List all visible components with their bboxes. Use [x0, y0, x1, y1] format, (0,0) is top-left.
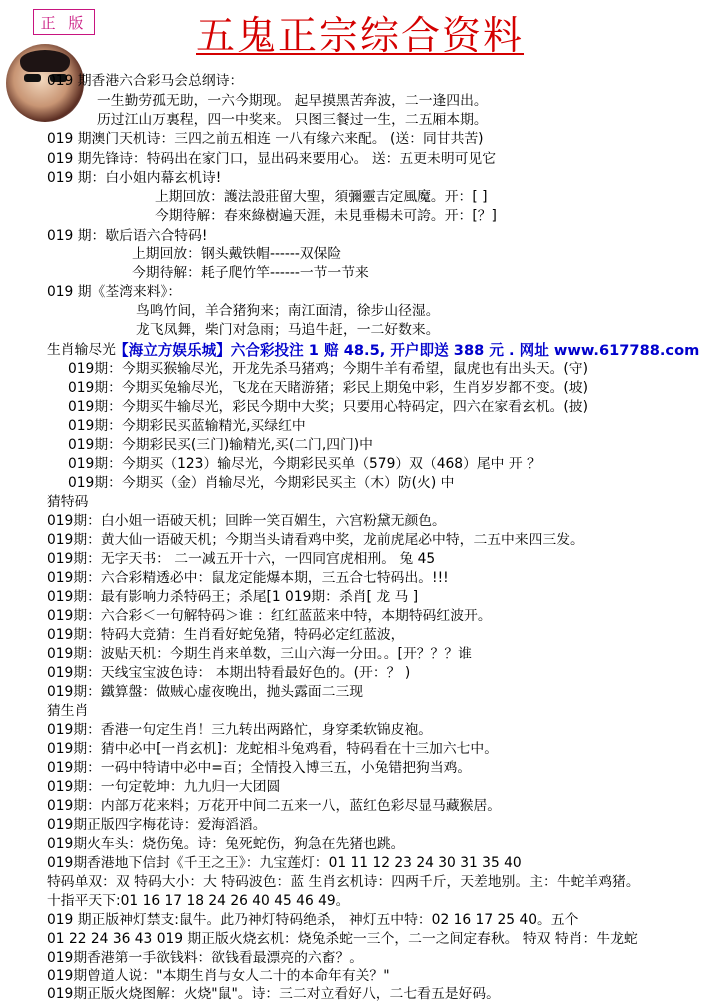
text-line: 019期火车头：烧伤兔。诗：兔死蛇伤，狗急在先猪也跳。 [47, 836, 405, 852]
text-line: 019 期《荃湾来料》： [47, 284, 182, 300]
text-line: 019期香港地下信封《千王之王》：九宝莲灯：01 11 12 23 24 30 31 35 40 [47, 855, 522, 871]
text-line: 019期：今期买牛输尽光，彩民今期中大奖；只要用心特码定，四六在家看玄机。(披) [68, 399, 588, 415]
text-line: 019期：今期买兔输尽光，飞龙在天睹游猪；彩民上期兔中彩，生肖岁岁都不变。(坡) [68, 380, 588, 396]
text-line: 019期：今期彩民买蓝输精光,买绿红中 [68, 418, 306, 434]
text-line: 019期：六合彩＜一句解特码＞谁 ：红红蓝蓝来中特，本期特码红波开。 [47, 608, 492, 624]
text-line: 019期正版火烧图解：火烧"鼠"。诗：三二对立看好八，二七看五是好码。 [47, 986, 500, 1002]
text-line: 019期：波贴天机：今期生肖来单数，三山六海一分田。。[开？？？谁 [47, 646, 472, 662]
text-line: 019期：内部万花来料；万花开中间二五来一八，蓝红色彩尽显马藏猴居。 [47, 798, 502, 814]
text-line: 鸟鸣竹间，羊合猪狗来；南江面清，徐步山径湿。 [136, 303, 440, 319]
section-heading: 生肖输尽光 [47, 342, 116, 358]
text-line: 上期回放：護法設莊留大聖，須彌靈吉定風魔。开：[ ] [155, 189, 488, 205]
text-line: 019 期先锋诗：特码出在家门口，显出码来要用心。 送：五更未明可见它 [47, 151, 497, 167]
section-heading: 猜特码 [47, 494, 89, 510]
text-line: 019 期正版神灯禁支:鼠牛。此乃神灯特码绝杀， 神灯五中特：02 16 17 25 40。五个 [47, 912, 579, 928]
text-line: 一生勤劳孤无助，一六今期现。 起早摸黑苦奔波，二一逢四出。 [97, 93, 488, 109]
text-line: 019期：今期买（金）肖输尽光，今期彩民买主（木）防(火) 中 [68, 475, 455, 491]
ad-banner-link[interactable]: 【海立方娱乐城】六合彩投注 1 赔 48.5, 开户即送 388 元 . 网址 www.617788.com [114, 342, 700, 359]
text-line: 019期：香港一句定生肖！三九转出两路忙，身穿柔软锦皮袍。 [47, 722, 433, 738]
text-line: 019期：黄大仙一语破天机；今期当头请看鸡中奖，龙前虎尾必中特，二五中来四三发。 [47, 532, 584, 548]
text-line: 特码单双：双 特码大小：大 特码波色：蓝 生肖玄机诗：四两千斤，天差地别。主：牛蛇羊鸡猪。 [47, 874, 640, 890]
text-line: 019期：猜中必中[一肖玄机]：龙蛇相斗兔鸡看，特码看在十三加六七中。 [47, 741, 499, 757]
hair-shape [20, 50, 70, 72]
text-line: 019 期：白小姐内幕玄机诗! [47, 170, 222, 186]
text-line: 019期：特码大竞猜：生肖看好蛇兔猪，特码必定红蓝波， [47, 627, 405, 643]
text-line: 019期香港第一手欲钱料：欲钱看最漂亮的六畜？。 [47, 950, 364, 966]
text-line: 019期：一码中特请中必中=百；全情投入博三五，小兔错把狗当鸡。 [47, 760, 472, 776]
text-line: 019期：今期买（123）输尽光，今期彩民买单（579）双（468）尾中 开 ？ [68, 456, 541, 472]
section-heading: 猜生肖 [47, 703, 89, 719]
text-line: 019期正版四字梅花诗：爱海滔滔。 [47, 817, 267, 833]
text-line: 019期：六合彩精透必中：鼠龙定能爆本期，三五合七特码出。!!! [47, 570, 449, 586]
text-line: 01 22 24 36 43 019 期正版火烧玄机：烧兔杀蛇一三个，二一之间定春秋。 特双 特肖：牛龙蛇 [47, 931, 638, 947]
page-title: 五鬼正宗综合资料 [196, 14, 525, 59]
text-line: 龙飞凤舞，柴门对急雨；马追牛赶，一二好数来。 [136, 322, 440, 338]
text-line: 019期：天线宝宝波色诗： 本期出特看最好色的。(开：？ ) [47, 665, 411, 681]
edition-badge: 正 版 [33, 9, 95, 35]
text-line: 019 期澳门天机诗：三四之前五相连 一八有缘六来配。 (送：同甘共苦) [47, 131, 484, 147]
text-line: 019期：最有影响力杀特码王；杀尾[1 019期：杀肖[ 龙 马 ] [47, 589, 419, 605]
text-line: 019期：今期彩民买(三门)输精光,买(二门,四门)中 [68, 437, 373, 453]
text-line: 今期待解：耗子爬竹竿------一节一节来 [132, 265, 369, 281]
text-line: 019期曾道人说："本期生肖与女人二十的本命年有关？" [47, 968, 390, 984]
text-line: 历过江山万裏程，四一中奖来。 只图三餐过一生，二五厢本期。 [97, 112, 488, 128]
text-line: 019期：无字天书： 二一减五开十六，一四同宫虎相刑。 兔 45 [47, 551, 436, 567]
text-line: 019期：鐵算盤：做贼心虚夜晚出，抛头露面二三现 [47, 684, 364, 700]
text-line: 上期回放：钢头戴铁帽------双保险 [132, 246, 342, 262]
text-line: 019 期香港六合彩马会总纲诗： [47, 73, 244, 89]
text-line: 019期：今期买猴输尽光，开龙先杀马猪鸡；今期牛羊有希望，鼠虎也有出头天。(守) [68, 361, 588, 377]
text-line: 019期：白小姐一语破天机；回眸一笑百媚生，六宫粉黛无颜色。 [47, 513, 446, 529]
text-line: 十指平天下:01 16 17 18 24 26 40 45 46 49。 [47, 893, 350, 909]
text-line: 今期待解：春來綠樹遍天涯，未見垂楊未可誇。开：[？] [155, 208, 497, 224]
text-line: 019 期：歇后语六合特码! [47, 228, 208, 244]
text-line: 019期：一句定乾坤：九九归一大团圆 [47, 779, 281, 795]
